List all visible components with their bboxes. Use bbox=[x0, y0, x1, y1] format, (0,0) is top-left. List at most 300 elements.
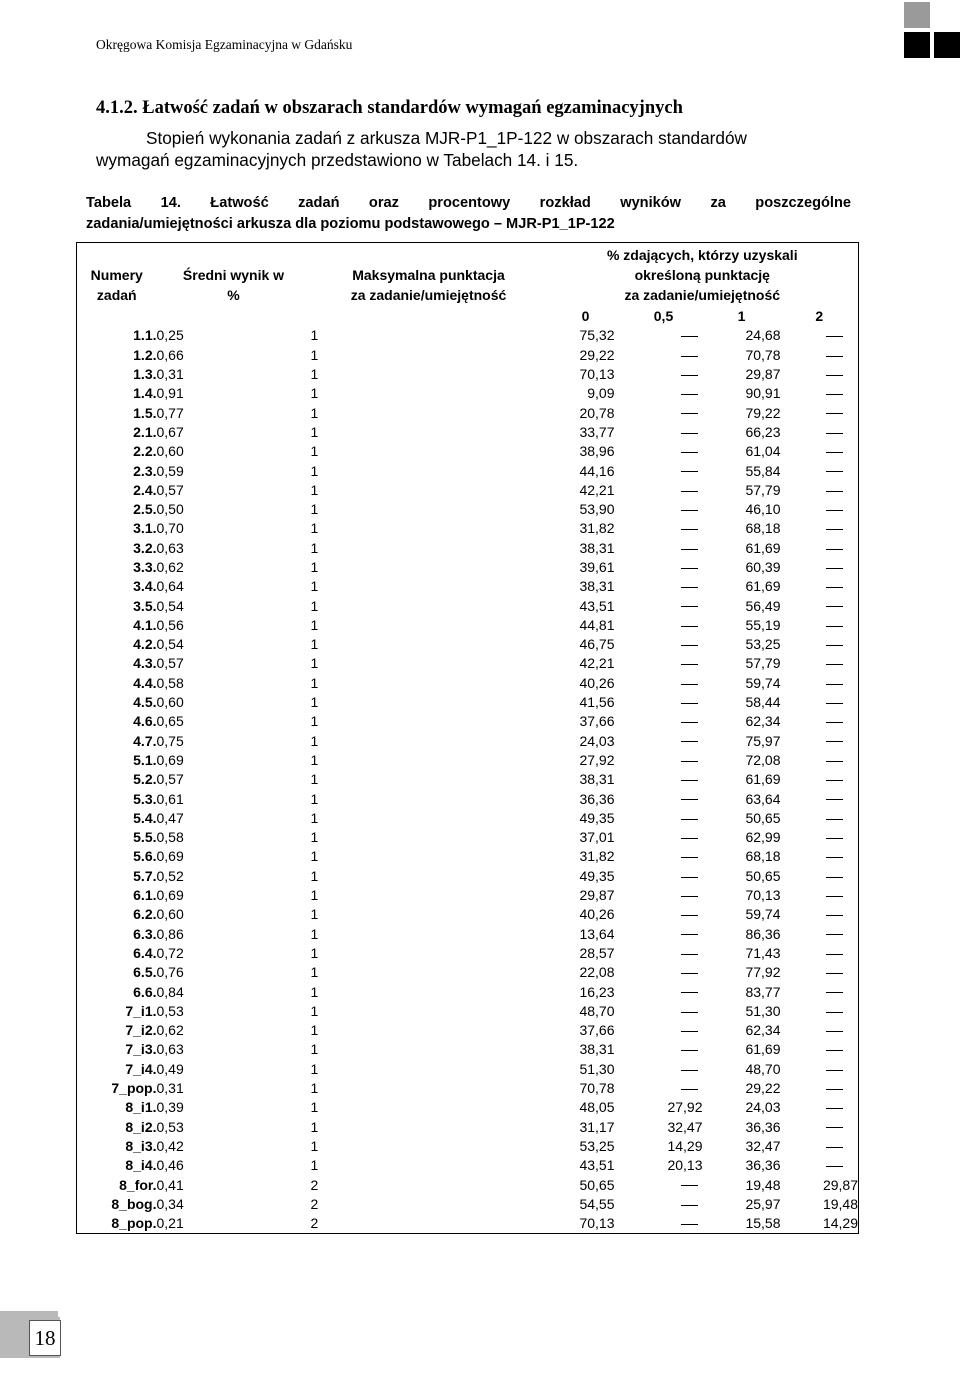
subheader-score-1: 1 bbox=[737, 308, 746, 325]
cell-percent-score-0: 48,70 bbox=[579, 1002, 615, 1019]
cell-percent-score-2: 58,44 bbox=[745, 694, 781, 711]
cell-percent-score-0: 31,82 bbox=[579, 520, 615, 537]
cell-percent-score-1 bbox=[625, 770, 703, 789]
dash-mark bbox=[826, 761, 843, 762]
cell-task-number: 8_i4. bbox=[77, 1156, 157, 1175]
cell-max-score: 1 bbox=[310, 501, 319, 518]
dash-mark bbox=[681, 1185, 698, 1186]
cell-percent-score-2: 24,68 bbox=[745, 327, 781, 344]
cell-percent-score-3: 29,87 bbox=[781, 1175, 859, 1194]
cell-percent-score-3 bbox=[781, 539, 859, 558]
cell-percent-score-2: 86,36 bbox=[745, 925, 781, 942]
cell-percent-score-3 bbox=[781, 442, 859, 461]
dash-mark bbox=[681, 510, 698, 511]
dash-mark bbox=[681, 1031, 698, 1032]
dash-mark bbox=[826, 568, 843, 569]
cell-percent-score-2: 25,97 bbox=[745, 1195, 781, 1212]
cell-max-score: 1 bbox=[310, 944, 319, 961]
cell-task-number: 7_i1. bbox=[77, 1002, 157, 1021]
cell-percent-score-3 bbox=[781, 828, 859, 847]
dash-mark bbox=[681, 877, 698, 878]
dash-mark bbox=[681, 915, 698, 916]
header-average-line2: % bbox=[227, 286, 240, 303]
cell-percent-score-2: 62,34 bbox=[745, 1022, 781, 1039]
table-row bbox=[77, 403, 859, 422]
dash-mark bbox=[681, 799, 698, 800]
subheader-score-0: 0 bbox=[581, 308, 590, 325]
cell-max-score: 1 bbox=[310, 1002, 319, 1019]
cell-percent-score-2: 55,84 bbox=[745, 462, 781, 479]
cell-task-number: 6.6. bbox=[77, 982, 157, 1001]
dash-mark bbox=[826, 433, 843, 434]
table-row bbox=[77, 828, 859, 847]
table-row bbox=[77, 867, 859, 886]
cell-max-score: 1 bbox=[310, 1080, 319, 1097]
cell-task-number: 6.4. bbox=[77, 944, 157, 963]
cell-percent-score-1: 20,13 bbox=[667, 1157, 703, 1174]
header-average bbox=[157, 243, 311, 327]
cell-average: 0,46 bbox=[156, 1157, 184, 1174]
dash-mark bbox=[681, 452, 698, 453]
cell-average: 0,59 bbox=[156, 462, 184, 479]
cell-percent-score-2: 72,08 bbox=[745, 751, 781, 768]
cell-average: 0,60 bbox=[156, 906, 184, 923]
cell-percent-score-0: 9,09 bbox=[587, 385, 615, 402]
cell-percent-score-0: 29,87 bbox=[579, 887, 615, 904]
cell-percent-score-1 bbox=[625, 442, 703, 461]
cell-percent-score-2: 51,30 bbox=[745, 1002, 781, 1019]
cell-average: 0,39 bbox=[156, 1099, 184, 1116]
page-number: 18 bbox=[29, 1320, 61, 1356]
cell-percent-score-1 bbox=[625, 384, 703, 403]
cell-percent-score-0: 53,90 bbox=[579, 501, 615, 518]
cell-task-number: 6.5. bbox=[77, 963, 157, 982]
cell-percent-score-0: 70,78 bbox=[579, 1080, 615, 1097]
header-percent-line3: za zadanie/umiejętność bbox=[624, 287, 781, 303]
table-row bbox=[77, 712, 859, 731]
cell-percent-score-2: 15,58 bbox=[703, 1214, 781, 1234]
cell-max-score: 1 bbox=[310, 578, 319, 595]
cell-max-score: 1 bbox=[310, 366, 319, 383]
cell-average: 0,53 bbox=[156, 1002, 184, 1019]
dash-mark bbox=[681, 1012, 698, 1013]
dash-mark bbox=[826, 992, 843, 993]
cell-average: 0,65 bbox=[156, 713, 184, 730]
cell-percent-score-1 bbox=[625, 654, 703, 673]
table-row bbox=[77, 442, 859, 461]
cell-percent-score-3 bbox=[781, 712, 859, 731]
cell-task-number: 3.2. bbox=[77, 539, 157, 558]
cell-max-score: 2 bbox=[310, 1176, 319, 1193]
cell-task-number: 6.3. bbox=[77, 925, 157, 944]
cell-average: 0,50 bbox=[156, 501, 184, 518]
caption-line-1: Tabela 14. Łatwość zadań oraz procentowy rozkład wyników za poszczególne bbox=[86, 195, 851, 211]
cell-average: 0,61 bbox=[156, 790, 184, 807]
dash-mark bbox=[681, 741, 698, 742]
table-row bbox=[77, 1156, 859, 1175]
dash-mark bbox=[826, 491, 843, 492]
cell-percent-score-1 bbox=[625, 809, 703, 828]
cell-percent-score-3 bbox=[781, 616, 859, 635]
table-row bbox=[77, 925, 859, 944]
intro-paragraph bbox=[96, 127, 876, 171]
cell-task-number: 4.6. bbox=[77, 712, 157, 731]
cell-task-number: 2.1. bbox=[77, 423, 157, 442]
cell-percent-score-2: 59,74 bbox=[745, 906, 781, 923]
cell-percent-score-0: 29,22 bbox=[579, 346, 615, 363]
cell-max-score: 1 bbox=[310, 1157, 319, 1174]
cell-percent-score-1 bbox=[625, 558, 703, 577]
cell-task-number: 4.2. bbox=[77, 635, 157, 654]
cell-percent-score-3 bbox=[781, 423, 859, 442]
cell-average: 0,62 bbox=[156, 559, 184, 575]
cell-average: 0,57 bbox=[156, 481, 184, 498]
table-row bbox=[77, 500, 859, 519]
cell-average: 0,60 bbox=[156, 443, 184, 460]
cell-percent-score-0: 44,16 bbox=[579, 462, 615, 479]
dash-mark bbox=[826, 780, 843, 781]
cell-percent-score-1 bbox=[625, 616, 703, 635]
cell-percent-score-3 bbox=[781, 519, 859, 538]
cell-max-score: 1 bbox=[310, 751, 319, 768]
cell-average: 0,75 bbox=[156, 732, 184, 749]
table-row bbox=[77, 616, 859, 635]
cell-average: 0,67 bbox=[156, 423, 184, 440]
cell-percent-score-2: 29,22 bbox=[745, 1080, 781, 1097]
cell-percent-score-3 bbox=[781, 1002, 859, 1021]
cell-percent-score-1 bbox=[625, 519, 703, 538]
table-row bbox=[77, 461, 859, 480]
logo-square-blank bbox=[934, 2, 960, 28]
cell-task-number: 6.1. bbox=[77, 886, 157, 905]
table-row bbox=[77, 1079, 859, 1098]
cell-percent-score-3 bbox=[781, 384, 859, 403]
cell-max-score: 1 bbox=[310, 732, 319, 749]
cell-average: 0,42 bbox=[156, 1137, 184, 1154]
cell-task-number: 3.5. bbox=[77, 596, 157, 615]
cell-percent-score-1 bbox=[625, 944, 703, 963]
dash-mark bbox=[681, 375, 698, 376]
dash-mark bbox=[826, 664, 843, 665]
cell-percent-score-3 bbox=[781, 944, 859, 963]
cell-percent-score-2: 53,25 bbox=[745, 636, 781, 653]
cell-percent-score-0: 24,03 bbox=[579, 732, 615, 749]
table-row bbox=[77, 1040, 859, 1059]
cell-percent-score-1 bbox=[625, 365, 703, 384]
table-row bbox=[77, 1137, 859, 1156]
header-task-number-line1: Numery bbox=[90, 266, 143, 283]
cell-percent-score-0: 31,82 bbox=[579, 848, 615, 865]
dash-mark bbox=[826, 819, 843, 820]
cell-percent-score-2: 63,64 bbox=[745, 790, 781, 807]
cell-percent-score-3 bbox=[781, 963, 859, 982]
cell-percent-score-3 bbox=[781, 346, 859, 365]
cell-percent-score-1 bbox=[625, 596, 703, 615]
table-row bbox=[77, 1098, 859, 1117]
table-row bbox=[77, 481, 859, 500]
table-row bbox=[77, 654, 859, 673]
cell-percent-score-2: 79,22 bbox=[745, 404, 781, 421]
table-row bbox=[77, 1195, 859, 1214]
cell-percent-score-3 bbox=[781, 1060, 859, 1079]
cell-percent-score-3 bbox=[781, 500, 859, 519]
cell-percent-score-1 bbox=[625, 1040, 703, 1059]
cell-max-score: 1 bbox=[310, 674, 319, 691]
cell-percent-score-1 bbox=[625, 1002, 703, 1021]
cell-task-number: 4.1. bbox=[77, 616, 157, 635]
dash-mark bbox=[681, 722, 698, 723]
cell-average: 0,58 bbox=[156, 829, 184, 846]
cell-percent-score-1 bbox=[625, 500, 703, 519]
cell-percent-score-1 bbox=[625, 982, 703, 1001]
cell-percent-score-1 bbox=[625, 789, 703, 808]
cell-percent-score-0: 31,17 bbox=[579, 1118, 615, 1135]
dash-mark bbox=[681, 1089, 698, 1090]
cell-task-number: 1.2. bbox=[77, 346, 157, 365]
dash-mark bbox=[681, 780, 698, 781]
dash-mark bbox=[681, 626, 698, 627]
cell-percent-score-3 bbox=[781, 674, 859, 693]
cell-average: 0,86 bbox=[156, 925, 184, 942]
cell-average: 0,63 bbox=[156, 1041, 184, 1058]
table-row bbox=[77, 539, 859, 558]
cell-percent-score-3 bbox=[781, 789, 859, 808]
dash-mark bbox=[681, 568, 698, 569]
cell-percent-score-3 bbox=[781, 365, 859, 384]
cell-percent-score-3 bbox=[781, 654, 859, 673]
cell-percent-score-1 bbox=[625, 867, 703, 886]
cell-percent-score-2: 70,13 bbox=[745, 887, 781, 904]
cell-average: 0,52 bbox=[156, 867, 184, 884]
results-table bbox=[76, 242, 859, 1234]
cell-task-number: 1.4. bbox=[77, 384, 157, 403]
dash-mark bbox=[681, 336, 698, 337]
cell-percent-score-3 bbox=[781, 982, 859, 1001]
cell-percent-score-2: 60,39 bbox=[745, 559, 781, 575]
cell-percent-score-0: 75,32 bbox=[579, 327, 615, 344]
dash-mark bbox=[826, 356, 843, 357]
dash-mark bbox=[681, 471, 698, 472]
cell-average: 0,34 bbox=[156, 1195, 184, 1212]
cell-percent-score-0: 37,01 bbox=[579, 829, 615, 846]
cell-max-score: 1 bbox=[310, 848, 319, 865]
cell-max-score: 1 bbox=[310, 385, 319, 402]
cell-max-score: 1 bbox=[310, 423, 319, 440]
table-row bbox=[77, 693, 859, 712]
cell-percent-score-1 bbox=[625, 1214, 703, 1234]
cell-max-score: 1 bbox=[310, 1118, 319, 1135]
dash-mark bbox=[681, 413, 698, 414]
cell-task-number: 3.4. bbox=[77, 577, 157, 596]
cell-percent-score-3 bbox=[781, 732, 859, 751]
dash-mark bbox=[826, 336, 843, 337]
dash-mark bbox=[681, 684, 698, 685]
table-row bbox=[77, 674, 859, 693]
cell-average: 0,84 bbox=[156, 983, 184, 1000]
cell-max-score: 2 bbox=[311, 1214, 547, 1234]
table-row bbox=[77, 789, 859, 808]
header-average-line1: Średni wynik w bbox=[182, 266, 285, 283]
cell-percent-score-0: 70,13 bbox=[547, 1214, 625, 1234]
dash-mark bbox=[681, 549, 698, 550]
dash-mark bbox=[681, 838, 698, 839]
cell-max-score: 1 bbox=[310, 1099, 319, 1116]
dash-mark bbox=[681, 394, 698, 395]
cell-percent-score-2: 83,77 bbox=[745, 983, 781, 1000]
cell-percent-score-3 bbox=[781, 1079, 859, 1098]
header-task-number bbox=[77, 243, 157, 327]
cell-percent-score-2: 75,97 bbox=[745, 732, 781, 749]
cell-max-score: 1 bbox=[310, 1137, 319, 1154]
dash-mark bbox=[681, 356, 698, 357]
cell-percent-score-3: 19,48 bbox=[781, 1195, 859, 1214]
table-row bbox=[77, 577, 859, 596]
dash-mark bbox=[826, 1031, 843, 1032]
cell-percent-score-0: 38,96 bbox=[579, 443, 615, 460]
logo-square-gray-top bbox=[904, 2, 930, 28]
cell-percent-score-3 bbox=[781, 925, 859, 944]
cell-percent-score-0: 37,66 bbox=[579, 1022, 615, 1039]
cell-max-score: 2 bbox=[310, 1195, 319, 1212]
table-row bbox=[77, 732, 859, 751]
cell-percent-score-0: 41,56 bbox=[579, 694, 615, 711]
cell-percent-score-3 bbox=[781, 461, 859, 480]
cell-percent-score-3 bbox=[781, 905, 859, 924]
cell-percent-score-0: 49,35 bbox=[579, 809, 615, 826]
table-row bbox=[77, 558, 859, 577]
cell-max-score: 1 bbox=[310, 829, 319, 846]
cell-percent-score-1 bbox=[625, 423, 703, 442]
cell-percent-score-1 bbox=[625, 1175, 703, 1194]
cell-percent-score-2: 48,70 bbox=[745, 1060, 781, 1077]
cell-average: 0,54 bbox=[156, 597, 184, 614]
cell-max-score: 1 bbox=[310, 1041, 319, 1058]
table-row bbox=[77, 982, 859, 1001]
table-row bbox=[77, 596, 859, 615]
cell-max-score: 1 bbox=[310, 1060, 319, 1077]
cell-max-score: 1 bbox=[310, 559, 319, 575]
cell-max-score: 1 bbox=[310, 636, 319, 653]
table-row bbox=[77, 770, 859, 789]
cell-percent-score-0: 43,51 bbox=[579, 597, 615, 614]
cell-average: 0,31 bbox=[156, 366, 184, 383]
table-row bbox=[77, 635, 859, 654]
cell-task-number: 8_i1. bbox=[77, 1098, 157, 1117]
cell-percent-score-0: 37,66 bbox=[579, 713, 615, 730]
cell-percent-score-0: 33,77 bbox=[579, 423, 615, 440]
dash-mark bbox=[826, 1166, 843, 1167]
cell-task-number: 2.2. bbox=[77, 442, 157, 461]
cell-percent-score-1: 27,92 bbox=[667, 1099, 703, 1116]
cell-task-number: 3.3. bbox=[77, 558, 157, 577]
cell-percent-score-0: 38,31 bbox=[579, 578, 615, 595]
cell-average: 0,69 bbox=[156, 848, 184, 865]
cell-percent-score-1 bbox=[625, 635, 703, 654]
cell-percent-score-2: 70,78 bbox=[745, 346, 781, 363]
cell-task-number: 2.5. bbox=[77, 500, 157, 519]
cell-percent-score-2: 46,10 bbox=[745, 501, 781, 518]
dash-mark bbox=[826, 1147, 843, 1148]
dash-mark bbox=[826, 626, 843, 627]
table-row bbox=[77, 1021, 859, 1040]
cell-average: 0,69 bbox=[156, 751, 184, 768]
cell-percent-score-2: 71,43 bbox=[745, 944, 781, 961]
table-row bbox=[77, 423, 859, 442]
logo-squares-icon bbox=[904, 2, 960, 58]
cell-max-score: 1 bbox=[310, 481, 319, 498]
table-row bbox=[77, 1002, 859, 1021]
cell-task-number: 8_i2. bbox=[77, 1117, 157, 1136]
cell-percent-score-3 bbox=[781, 886, 859, 905]
cell-percent-score-1: 14,29 bbox=[667, 1137, 703, 1154]
cell-percent-score-2: 36,36 bbox=[745, 1157, 781, 1174]
cell-percent-score-1 bbox=[625, 905, 703, 924]
cell-task-number: 7_pop. bbox=[77, 1079, 157, 1098]
dash-mark bbox=[681, 1205, 698, 1206]
cell-max-score: 1 bbox=[310, 983, 319, 1000]
header-task-number-line2: zadań bbox=[96, 286, 137, 303]
table-row bbox=[77, 384, 859, 403]
header-max-score-line2: za zadanie/umiejętność bbox=[350, 286, 507, 303]
cell-percent-score-3 bbox=[781, 1021, 859, 1040]
cell-max-score: 1 bbox=[310, 887, 319, 904]
dash-mark bbox=[681, 433, 698, 434]
table-body bbox=[77, 326, 859, 1233]
cell-percent-score-1 bbox=[625, 674, 703, 693]
cell-percent-score-1 bbox=[625, 963, 703, 982]
cell-percent-score-0: 36,36 bbox=[579, 790, 615, 807]
cell-percent-score-0: 42,21 bbox=[579, 481, 615, 498]
cell-percent-score-0: 48,05 bbox=[579, 1099, 615, 1116]
cell-task-number: 7_i2. bbox=[77, 1021, 157, 1040]
cell-average: 0,63 bbox=[156, 539, 184, 556]
cell-percent-score-2: 61,69 bbox=[745, 771, 781, 788]
cell-task-number: 5.1. bbox=[77, 751, 157, 770]
cell-percent-score-1 bbox=[625, 1021, 703, 1040]
cell-percent-score-3 bbox=[781, 558, 859, 577]
cell-percent-score-3 bbox=[781, 847, 859, 866]
table-row bbox=[77, 963, 859, 982]
cell-task-number: 5.6. bbox=[77, 847, 157, 866]
dash-mark bbox=[681, 934, 698, 935]
caption-line-2: zadania/umiejętności arkusza dla poziomu podstawowego – MJR-P1_1P-122 bbox=[86, 216, 615, 232]
cell-percent-score-0: 43,51 bbox=[579, 1157, 615, 1174]
cell-average: 0,56 bbox=[156, 616, 184, 633]
intro-line-2: wymagań egzaminacyjnych przedstawiono w Tabelach 14. i 15. bbox=[96, 150, 579, 170]
dash-mark bbox=[681, 1050, 698, 1051]
dash-mark bbox=[826, 645, 843, 646]
cell-percent-score-2: 50,65 bbox=[745, 867, 781, 884]
dash-mark bbox=[826, 684, 843, 685]
cell-max-score: 1 bbox=[310, 790, 319, 807]
dash-mark bbox=[826, 1127, 843, 1128]
cell-max-score: 1 bbox=[310, 694, 319, 711]
cell-percent-score-0: 38,31 bbox=[579, 539, 615, 556]
table-row bbox=[77, 751, 859, 770]
cell-percent-score-1 bbox=[625, 712, 703, 731]
subheader-score-0-5: 0,5 bbox=[653, 308, 674, 325]
cell-max-score: 1 bbox=[310, 906, 319, 923]
cell-average: 0,77 bbox=[156, 404, 184, 421]
dash-mark bbox=[826, 934, 843, 935]
cell-average: 0,72 bbox=[156, 944, 184, 961]
dash-mark bbox=[681, 973, 698, 974]
cell-max-score: 1 bbox=[310, 655, 319, 672]
cell-average: 0,31 bbox=[156, 1080, 184, 1097]
cell-task-number: 8_i3. bbox=[77, 1137, 157, 1156]
table-row bbox=[77, 365, 859, 384]
cell-percent-score-2: 68,18 bbox=[745, 520, 781, 537]
